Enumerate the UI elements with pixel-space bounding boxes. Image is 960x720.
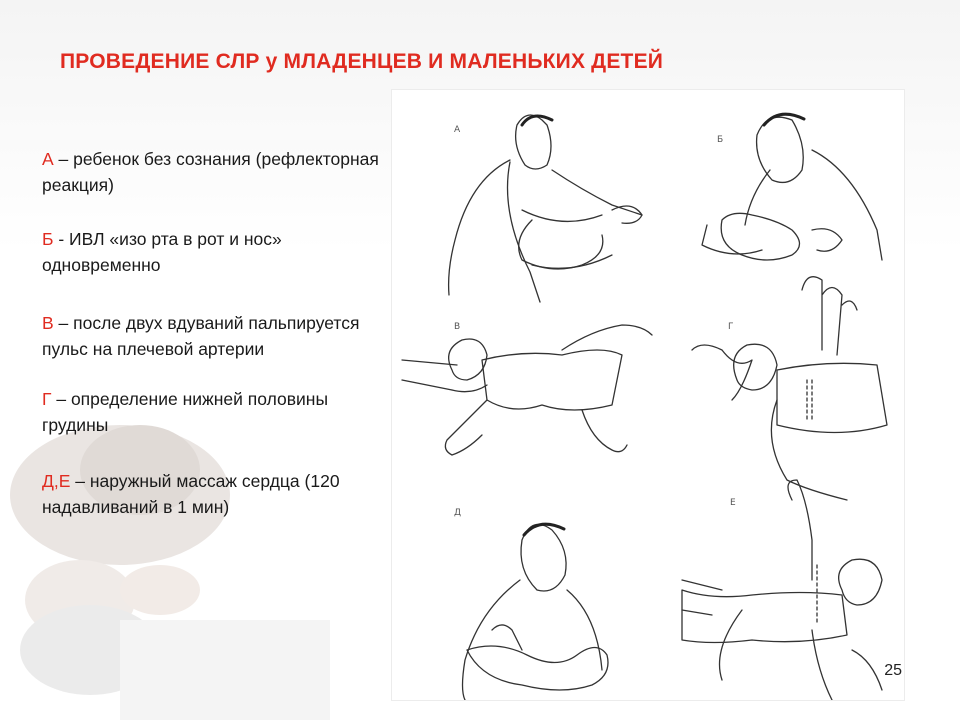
sternum-location-illustration	[692, 277, 887, 500]
panel-label-g: Г	[728, 322, 734, 332]
step-de	[42, 468, 382, 520]
infant-lift-illustration	[449, 115, 642, 302]
step-letter: Д,Е	[42, 471, 71, 491]
panel-label-d: Д	[454, 508, 462, 518]
step-g	[42, 386, 382, 438]
step-letter: В	[42, 313, 54, 333]
step-b	[42, 226, 382, 278]
step-text: – ребенок без сознания (рефлекторная реакция)	[42, 149, 379, 195]
step-a	[42, 146, 382, 198]
page-number: 25	[884, 662, 902, 679]
brachial-pulse-illustration	[402, 325, 652, 455]
cpr-step-list	[42, 146, 382, 548]
mouth-to-mouth-nose-illustration	[702, 114, 882, 260]
step-text: - ИВЛ «изо рта в рот и нос» одновременно	[42, 229, 282, 275]
step-text: – после двух вдуваний пальпируется пульс на плечевой артерии	[42, 313, 360, 359]
panel-label-v: В	[454, 322, 461, 332]
two-finger-compression-illustration	[682, 480, 882, 700]
step-letter: Г	[42, 389, 52, 409]
step-text: – определение нижней половины грудины	[42, 389, 329, 435]
panel-label-e: Е	[730, 498, 736, 508]
step-v	[42, 310, 382, 362]
illustration-panel	[392, 90, 904, 700]
page-title: ПРОВЕДЕНИЕ СЛР у МЛАДЕНЦЕВ И МАЛЕНЬКИХ ДЕТЕЙ	[60, 50, 664, 73]
step-text: – наружный массаж сердца (120 надавливаний в 1 мин)	[42, 471, 340, 517]
panel-label-a: А	[454, 125, 461, 135]
step-letter: Б	[42, 229, 54, 249]
panel-label-b: Б	[717, 135, 724, 145]
step-letter: А	[42, 149, 54, 169]
chest-compression-illustration	[463, 524, 609, 700]
